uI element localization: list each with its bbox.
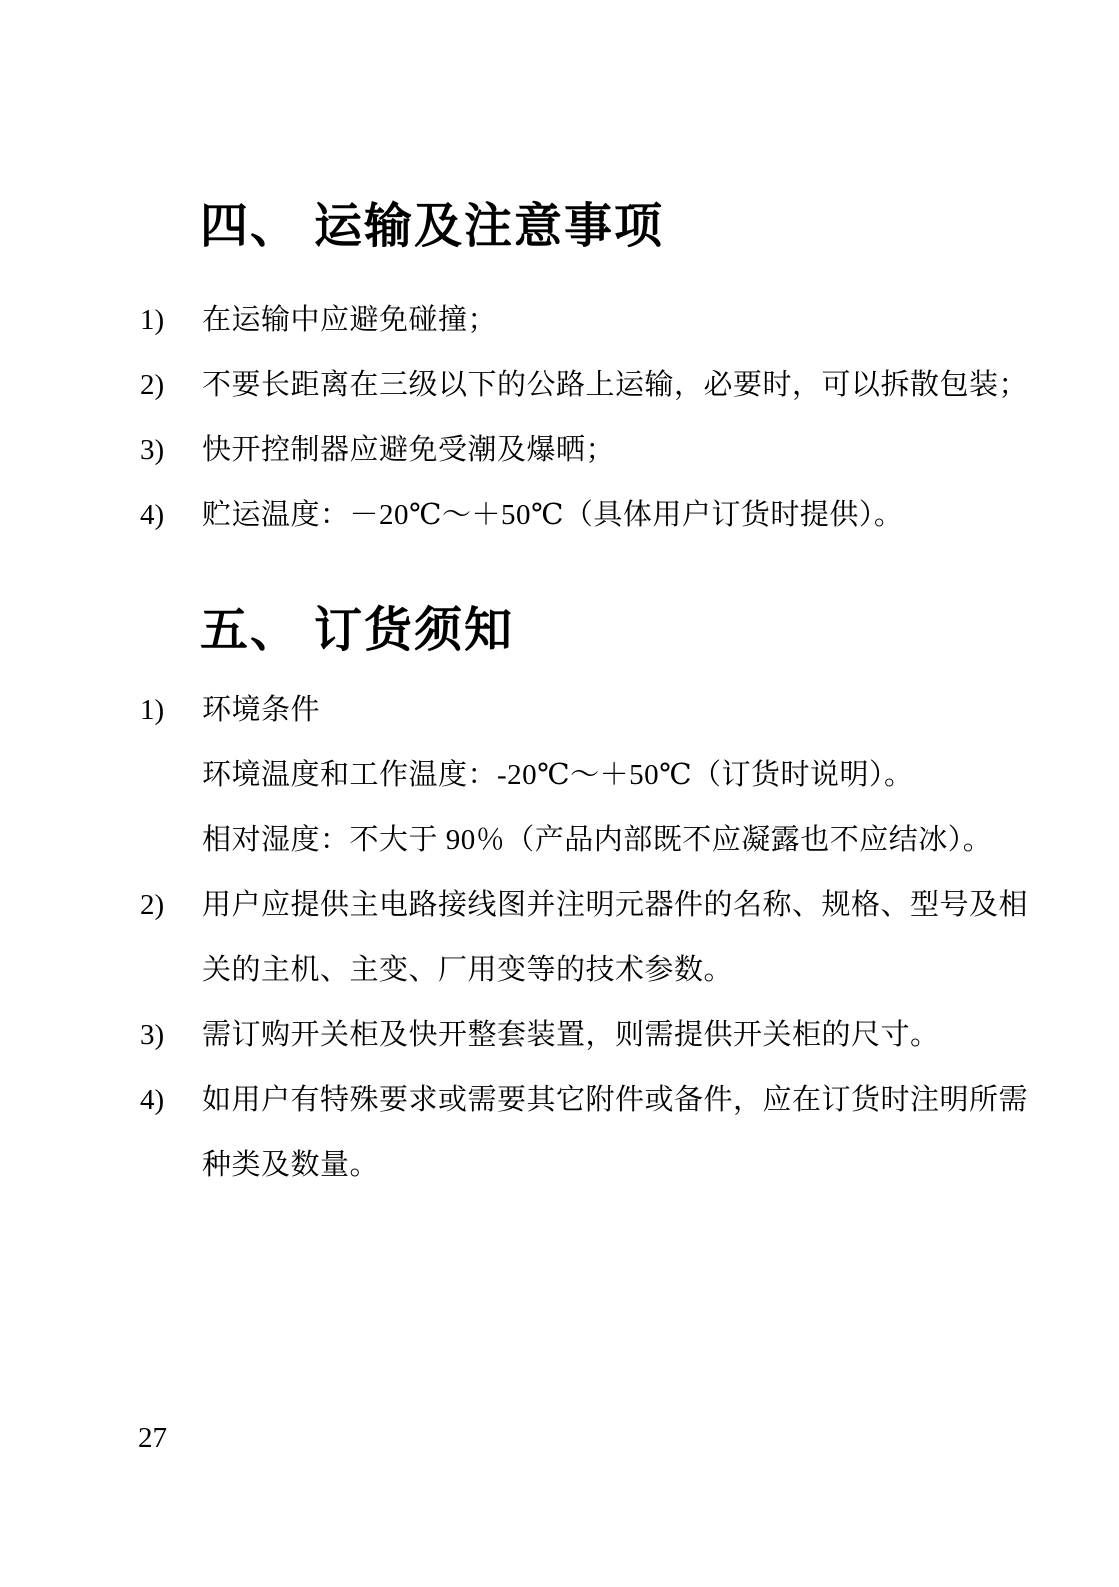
list-item-text — [202, 483, 1119, 548]
list-item-line: 不要长距离在三级以下的公路上运输，必要时，可以拆散包装； — [202, 369, 1029, 401]
list-item-line: 用户应提供主电路接线图并注明元器件的名称、规格、型号及相 — [202, 889, 1029, 921]
list-item — [0, 1068, 1119, 1198]
list-item-line: 种类及数量。 — [202, 1149, 380, 1181]
ordering-notes-list — [0, 678, 1119, 1198]
list-item-line: 贮运温度：－20℃～＋50℃（具体用户订货时提供）。 — [202, 499, 904, 531]
list-item-marker: 4) — [140, 499, 165, 531]
list-item-text — [202, 353, 1119, 418]
list-item-text — [202, 288, 1119, 353]
list-item-line: 如用户有特殊要求或需要其它附件或备件，应在订货时注明所需 — [202, 1084, 1029, 1116]
list-item-line: 快开控制器应避免受潮及爆晒； — [202, 434, 616, 466]
list-item-text — [202, 418, 1119, 483]
list-item — [0, 288, 1119, 353]
page-number: 27 — [138, 1422, 167, 1454]
list-item-marker: 2) — [140, 369, 165, 401]
list-item-line: 在运输中应避免碰撞； — [202, 304, 498, 336]
list-item — [0, 873, 1119, 1003]
list-item — [0, 353, 1119, 418]
list-item — [0, 1003, 1119, 1068]
list-item-marker: 3) — [140, 434, 165, 466]
list-item — [0, 678, 1119, 873]
transport-notes-list — [0, 288, 1119, 548]
list-item-marker: 1) — [140, 304, 165, 336]
list-item-line: 环境温度和工作温度：-20℃～＋50℃（订货时说明）。 — [202, 759, 914, 791]
list-item-marker: 3) — [140, 1019, 165, 1051]
list-item — [0, 418, 1119, 483]
list-item-text — [202, 873, 1119, 1003]
list-item-line: 需订购开关柜及快开整套装置，则需提供开关柜的尺寸。 — [202, 1019, 940, 1051]
list-item-text — [202, 678, 1119, 873]
list-item-line: 关的主机、主变、厂用变等的技术参数。 — [202, 954, 734, 986]
list-item-marker: 4) — [140, 1084, 165, 1116]
list-item-marker: 1) — [140, 694, 165, 726]
list-item-text — [202, 1003, 1119, 1068]
section-heading-ordering: 五、 订货须知 — [200, 604, 515, 657]
list-item-marker: 2) — [140, 889, 165, 921]
list-item-text — [202, 1068, 1119, 1198]
list-item — [0, 483, 1119, 548]
list-item-line: 环境条件 — [202, 694, 321, 726]
list-item-line: 相对湿度：不大于 90％（产品内部既不应凝露也不应结冰）。 — [202, 824, 993, 856]
section-heading-transport: 四、 运输及注意事项 — [200, 200, 665, 253]
